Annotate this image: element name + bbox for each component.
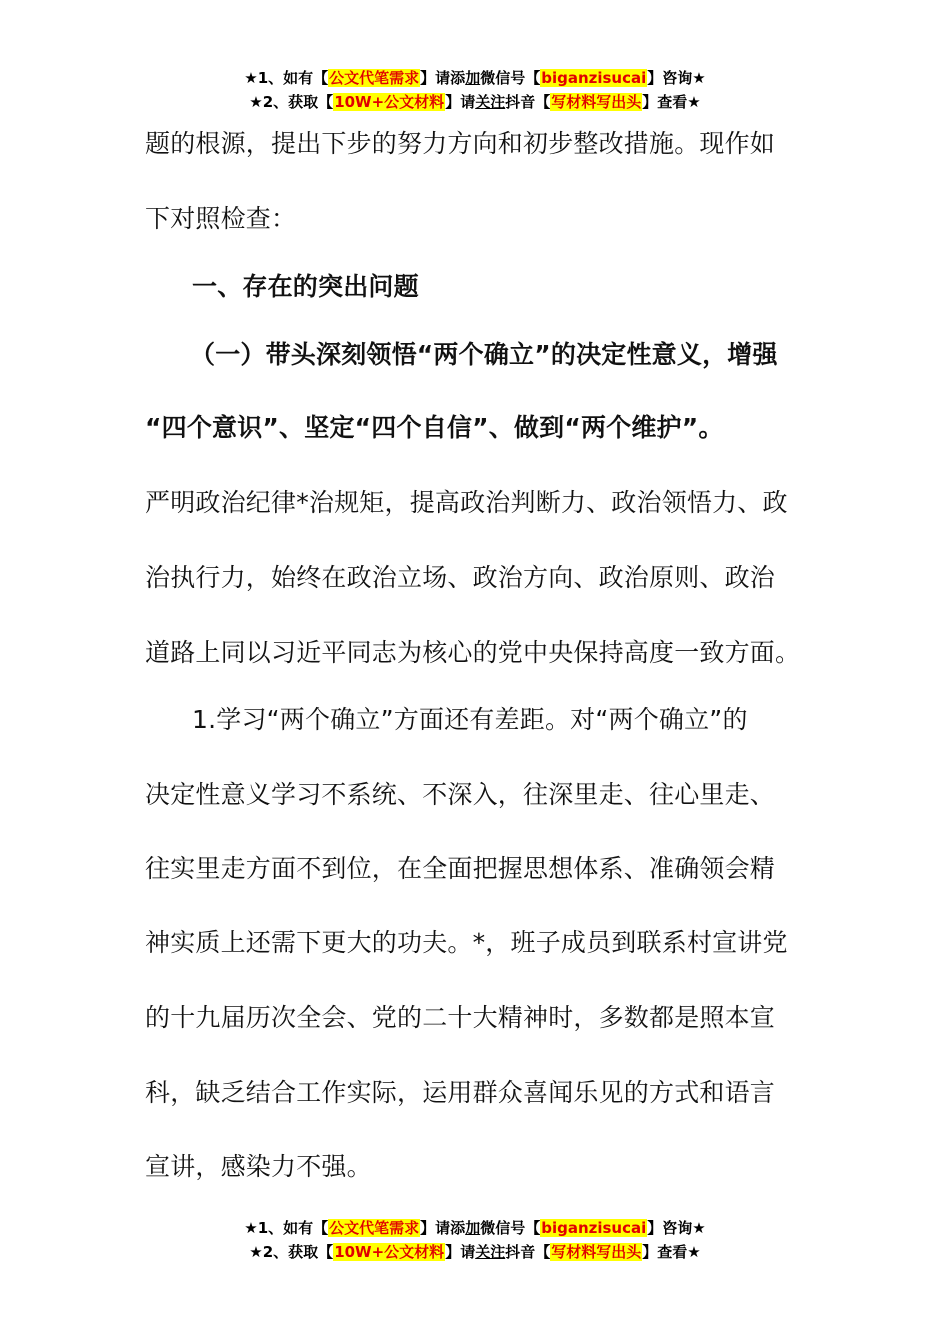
header-banner [0, 66, 950, 114]
paragraph-line: 神实质上还需下更大的功夫。*，班子成员到联系村宣讲党 [145, 928, 788, 957]
banner-highlight: 公文代笔需求 [329, 69, 420, 87]
banner-highlight: 公文代笔需求 [329, 1219, 420, 1237]
banner-text: ★1、如有【 [244, 1219, 329, 1237]
banner-text: 微信号【 [480, 1219, 541, 1237]
banner-text: 】请 [445, 93, 476, 111]
banner-line-2 [0, 90, 950, 114]
banner-text: 】请添 [420, 69, 466, 87]
banner-text: 】查看★ [642, 1243, 701, 1261]
paragraph-line: 严明政治纪律*治规矩，提高政治判断力、政治领悟力、政 [145, 488, 788, 517]
banner-text: 】请添 [420, 1219, 466, 1237]
banner-text: 】咨询★ [647, 69, 706, 87]
banner-underline: 关注 [475, 1243, 506, 1261]
banner-line-1 [0, 66, 950, 90]
section-heading: 一、存在的突出问题 [192, 272, 419, 301]
banner-highlight: 10W+公文材料 [334, 1243, 445, 1261]
subsection-heading: （一）带头深刻领悟“两个确立”的决定性意义，增强 [190, 340, 778, 369]
paragraph-line: 决定性意义学习不系统、不深入，往深里走、往心里走、 [145, 780, 776, 809]
paragraph-line: 科，缺乏结合工作实际，运用群众喜闻乐见的方式和语言 [145, 1078, 776, 1107]
banner-text: 抖音【 [505, 93, 551, 111]
banner-highlight: 写材料写出头 [551, 1243, 642, 1261]
banner-line-1 [0, 1216, 950, 1240]
banner-text: ★1、如有【 [244, 69, 329, 87]
banner-text: 】请 [445, 1243, 476, 1261]
banner-line-2 [0, 1240, 950, 1264]
paragraph-line: 治执行力，始终在政治立场、政治方向、政治原则、政治 [145, 563, 776, 592]
banner-text: 抖音【 [505, 1243, 551, 1261]
banner-underline: 加 [465, 69, 481, 87]
banner-highlight: 写材料写出头 [551, 93, 642, 111]
footer-banner [0, 1216, 950, 1264]
banner-text: 】查看★ [642, 93, 701, 111]
paragraph-line: 1.学习“两个确立”方面还有差距。对“两个确立”的 [192, 705, 748, 734]
banner-text: ★2、获取【 [249, 93, 334, 111]
paragraph-line: 往实里走方面不到位，在全面把握思想体系、准确领会精 [145, 854, 776, 883]
banner-underline: 加 [465, 1219, 481, 1237]
paragraph-line: 题的根源，提出下步的努力方向和初步整改措施。现作如 [145, 129, 776, 158]
paragraph-line: 的十九届历次全会、党的二十大精神时，多数都是照本宣 [145, 1003, 776, 1032]
banner-highlight: biganzisucai [541, 69, 647, 87]
banner-highlight: biganzisucai [541, 1219, 647, 1237]
paragraph-line: 下对照检查： [145, 204, 297, 233]
banner-underline: 关注 [475, 93, 506, 111]
subsection-heading-cont: “四个意识”、坚定“四个自信”、做到“两个维护”。 [145, 413, 724, 442]
banner-highlight: 10W+公文材料 [334, 93, 445, 111]
banner-text: ★2、获取【 [249, 1243, 334, 1261]
paragraph-line: 道路上同以习近平同志为核心的党中央保持高度一致方面。 [145, 638, 801, 667]
paragraph-line: 宣讲，感染力不强。 [145, 1152, 372, 1181]
banner-text: 】咨询★ [647, 1219, 706, 1237]
banner-text: 微信号【 [480, 69, 541, 87]
